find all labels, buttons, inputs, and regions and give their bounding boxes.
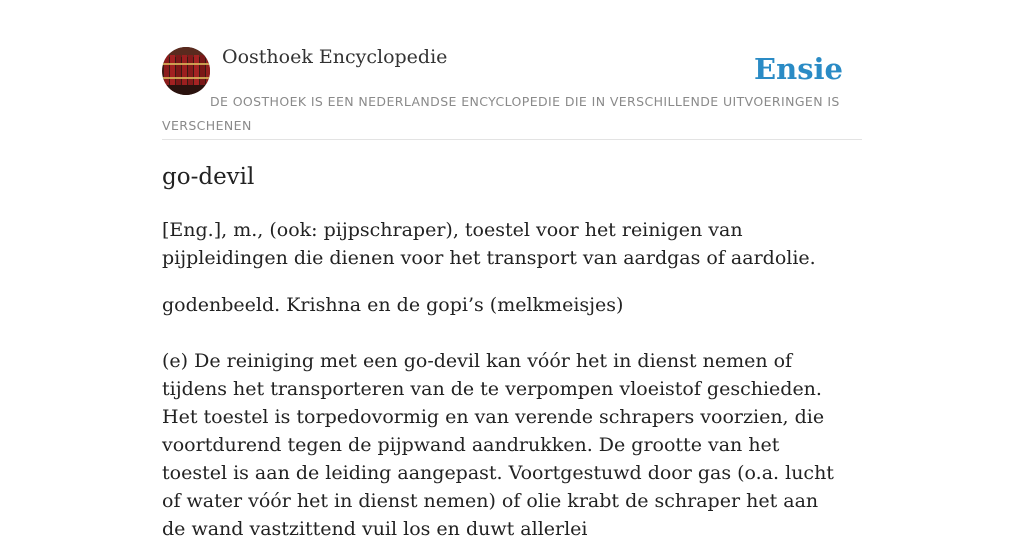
bookshelf-logo-icon[interactable]: [162, 47, 210, 95]
brand-logo[interactable]: Ensie: [754, 52, 843, 86]
entry-definition: [Eng.], m., (ook: pijpschraper), toestel voor het reinigen van pijpleidingen die dienen voor het transport van aardgas of aardolie.: [162, 219, 816, 269]
site-title[interactable]: Oosthoek Encyclopedie: [222, 46, 448, 68]
header-divider: [162, 139, 862, 140]
logo-image: [162, 47, 210, 95]
entry-headword: go-devil: [162, 164, 255, 190]
image-caption: godenbeeld. Krishna en de gopi’s (melkmeisjes): [162, 294, 624, 316]
site-tagline: DE OOSTHOEK IS EEN NEDERLANDSE ENCYCLOPEDIE DIE IN VERSCHILLENDE UITVOERINGEN IS VERSCHENEN: [162, 94, 840, 133]
entry-body: (e) De reiniging met een go-devil kan vóór het in dienst nemen of tijdens het transporteren van de te verpompen vloeistof geschieden. Het toestel is torpedovormig en van verende schrapers voorzien, die voortdurend tegen de pijpwand aandrukken. De grootte van het toestel is aan de leiding aangepast. Voortgestuwd door gas (o.a. lucht of water vóór het in dienst nemen) of olie krabt de schraper het aan de wand vastzittend vuil los en duwt allerlei: [162, 350, 834, 540]
